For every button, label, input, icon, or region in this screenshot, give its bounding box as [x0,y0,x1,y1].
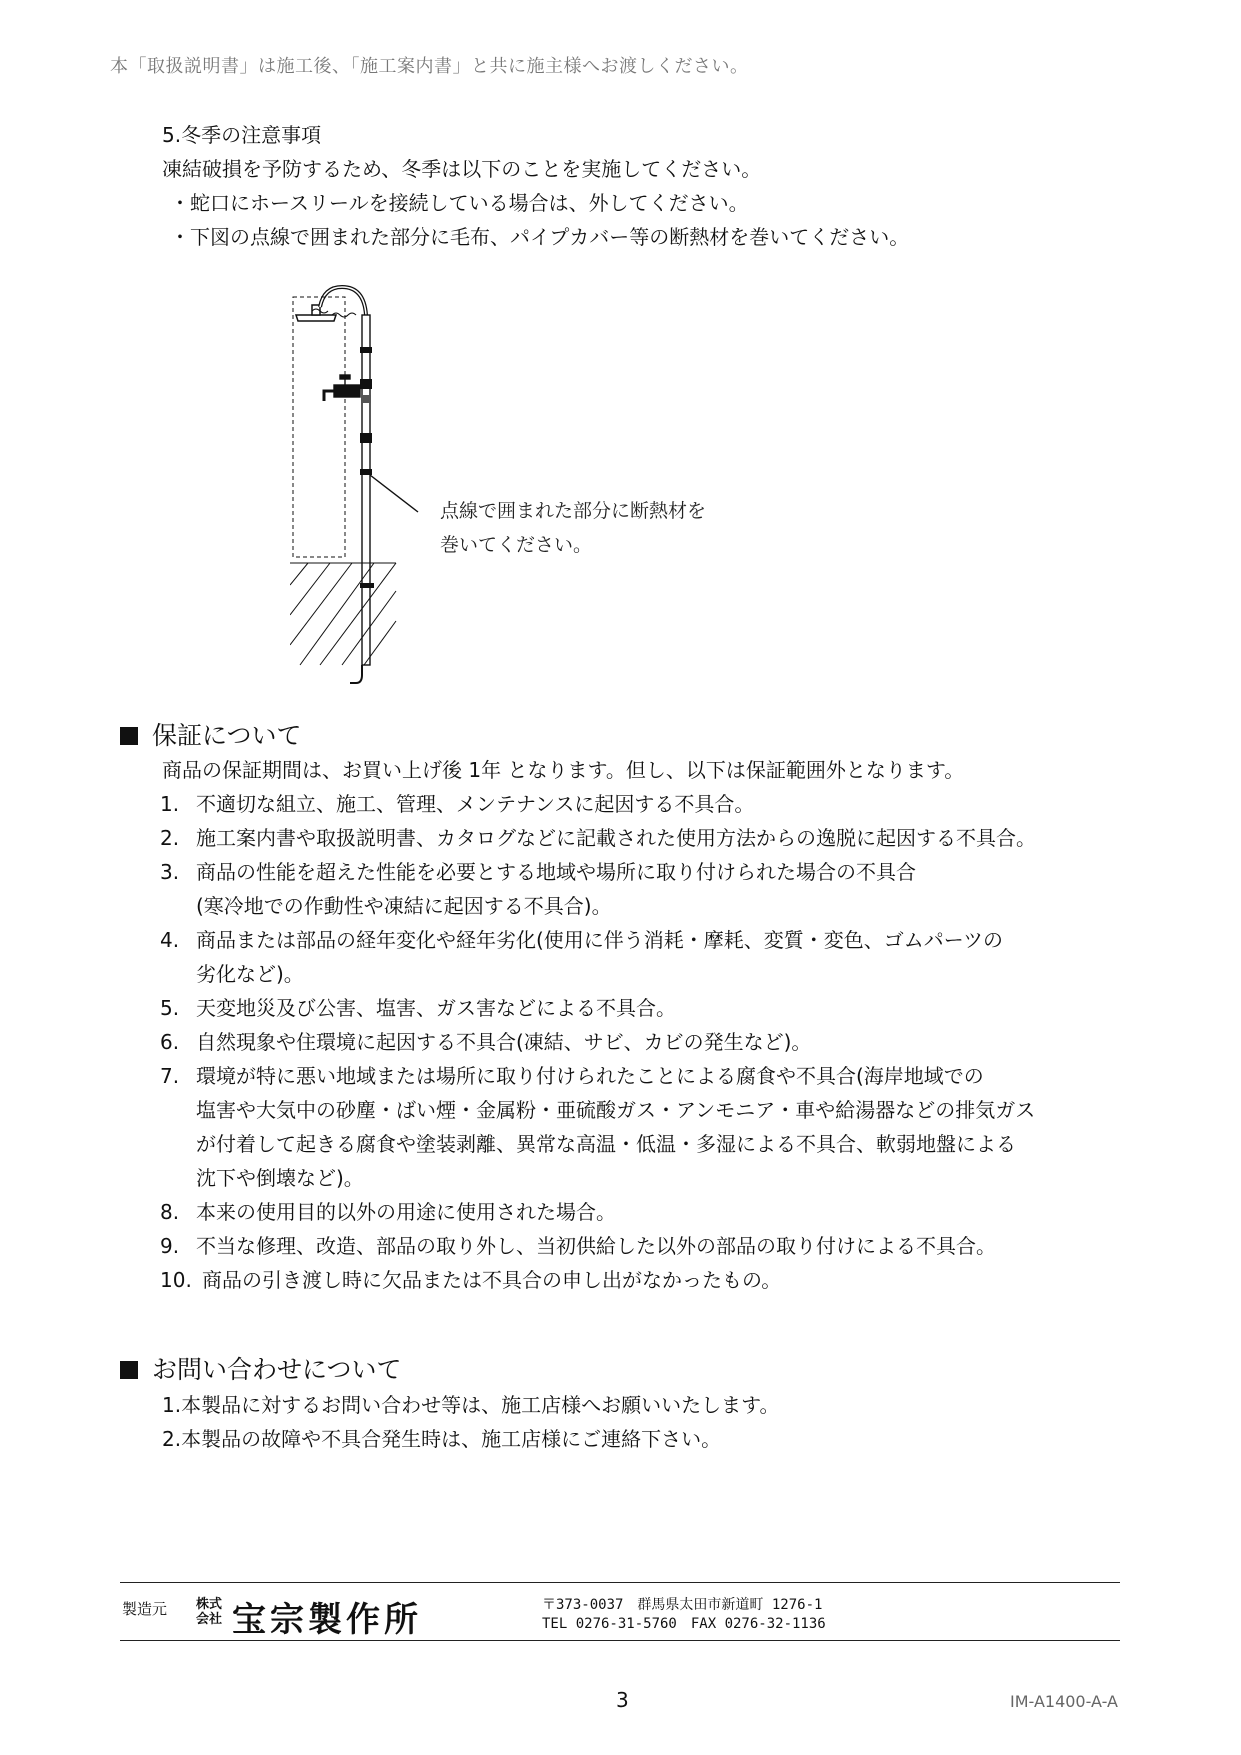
winter-title: 5.冬季の注意事項 [162,123,322,147]
company-logo-name: 宝宗製作所 [232,1600,422,1640]
faucet-icon [324,375,360,401]
warranty-item: 4. 商品または部品の経年変化や経年劣化(使用に伴う消耗・摩耗、変質・変色、ゴムパーツの [160,928,1004,952]
warranty-item: 9. 不当な修理、改造、部品の取り外し、当初供給した以外の部品の取り付けによる不具合。 [160,1234,996,1258]
warranty-item-continuation: が付着して起きる腐食や塗装剥離、異常な高温・低温・多湿による不具合、軟弱地盤による [196,1132,1016,1156]
shower-head [296,287,366,321]
callout-line-2: 巻いてください。 [440,534,593,556]
warranty-title: 保証について [152,721,302,750]
warranty-item: 6. 自然現象や住環境に起因する不具合(凍結、サビ、カビの発生など)。 [160,1030,812,1054]
contact-item-2: 2.本製品の故障や不具合発生時は、施工店様にご連絡下さい。 [162,1427,722,1451]
company-phone: TEL 0276-31-5760 FAX 0276-32-1136 [542,1616,826,1632]
ground-hatch [290,563,396,665]
footer-rule-top [120,1582,1120,1583]
header-note: 本「取扱説明書」は施工後、「施工案内書」と共に施主様へお渡しください。 [110,56,749,77]
warranty-item: 1. 不適切な組立、施工、管理、メンテナンスに起因する不具合。 [160,792,755,816]
warranty-item: 8. 本来の使用目的以外の用途に使用された場合。 [160,1200,616,1224]
winter-bullet-1: ・蛇口にホースリールを接続している場合は、外してください。 [170,191,749,215]
contact-title: お問い合わせについて [152,1355,402,1384]
warranty-item-continuation: 塩害や大気中の砂塵・ばい煙・金属粉・亜硫酸ガス・アンモニア・車や給湯器などの排気ガス [196,1098,1036,1122]
warranty-item-continuation: 劣化など)。 [196,962,304,986]
document-code: IM-A1400-A-A [1010,1692,1118,1711]
warranty-intro: 商品の保証期間は、お買い上げ後 1年 となります。但し、以下は保証範囲外となります。 [162,758,965,782]
warranty-item-continuation: (寒冷地での作動性や凍結に起因する不具合)。 [196,894,612,918]
square-bullet-icon [120,727,138,745]
square-bullet-icon [120,1361,138,1379]
footer-rule-bottom [120,1640,1120,1641]
warranty-section-title [120,716,302,752]
contact-section-title [120,1350,402,1386]
company-type: 株式 会社 [196,1597,223,1627]
callout-leader [370,475,418,512]
contact-item-1: 1.本製品に対するお問い合わせ等は、施工店様へお願いいたします。 [162,1393,780,1417]
warranty-item: 2. 施工案内書や取扱説明書、カタログなどに記載された使用方法からの逸脱に起因する不具合。 [160,826,1036,850]
insulation-area-outline [293,297,345,557]
winter-intro: 凍結破損を予防するため、冬季は以下のことを実施してください。 [162,157,762,181]
winter-bullet-2: ・下図の点線で囲まれた部分に毛布、パイプカバー等の断熱材を巻いてください。 [170,225,910,249]
warranty-item: 7. 環境が特に悪い地域または場所に取り付けられたことによる腐食や不具合(海岸地域での [160,1064,984,1088]
company-contact [542,1596,826,1634]
warranty-item-continuation: 沈下や倒壊など)。 [196,1166,364,1190]
warranty-item: 10. 商品の引き渡し時に欠品または不具合の申し出がなかったもの。 [160,1268,782,1292]
page-number: 3 [616,1688,629,1712]
maker-label: 製造元 [122,1600,168,1618]
warranty-item: 3. 商品の性能を超えた性能を必要とする地域や場所に取り付けられた場合の不具合 [160,860,916,884]
warranty-item: 5. 天変地災及び公害、塩害、ガス害などによる不具合。 [160,996,676,1020]
diagram-callout [440,494,706,562]
callout-line-1: 点線で囲まれた部分に断熱材を [440,500,707,522]
shower-pipe [350,315,374,683]
warranty-list [160,787,1036,1297]
company-address: 〒373-0037 群馬県太田市新道町 1276-1 [542,1597,823,1613]
